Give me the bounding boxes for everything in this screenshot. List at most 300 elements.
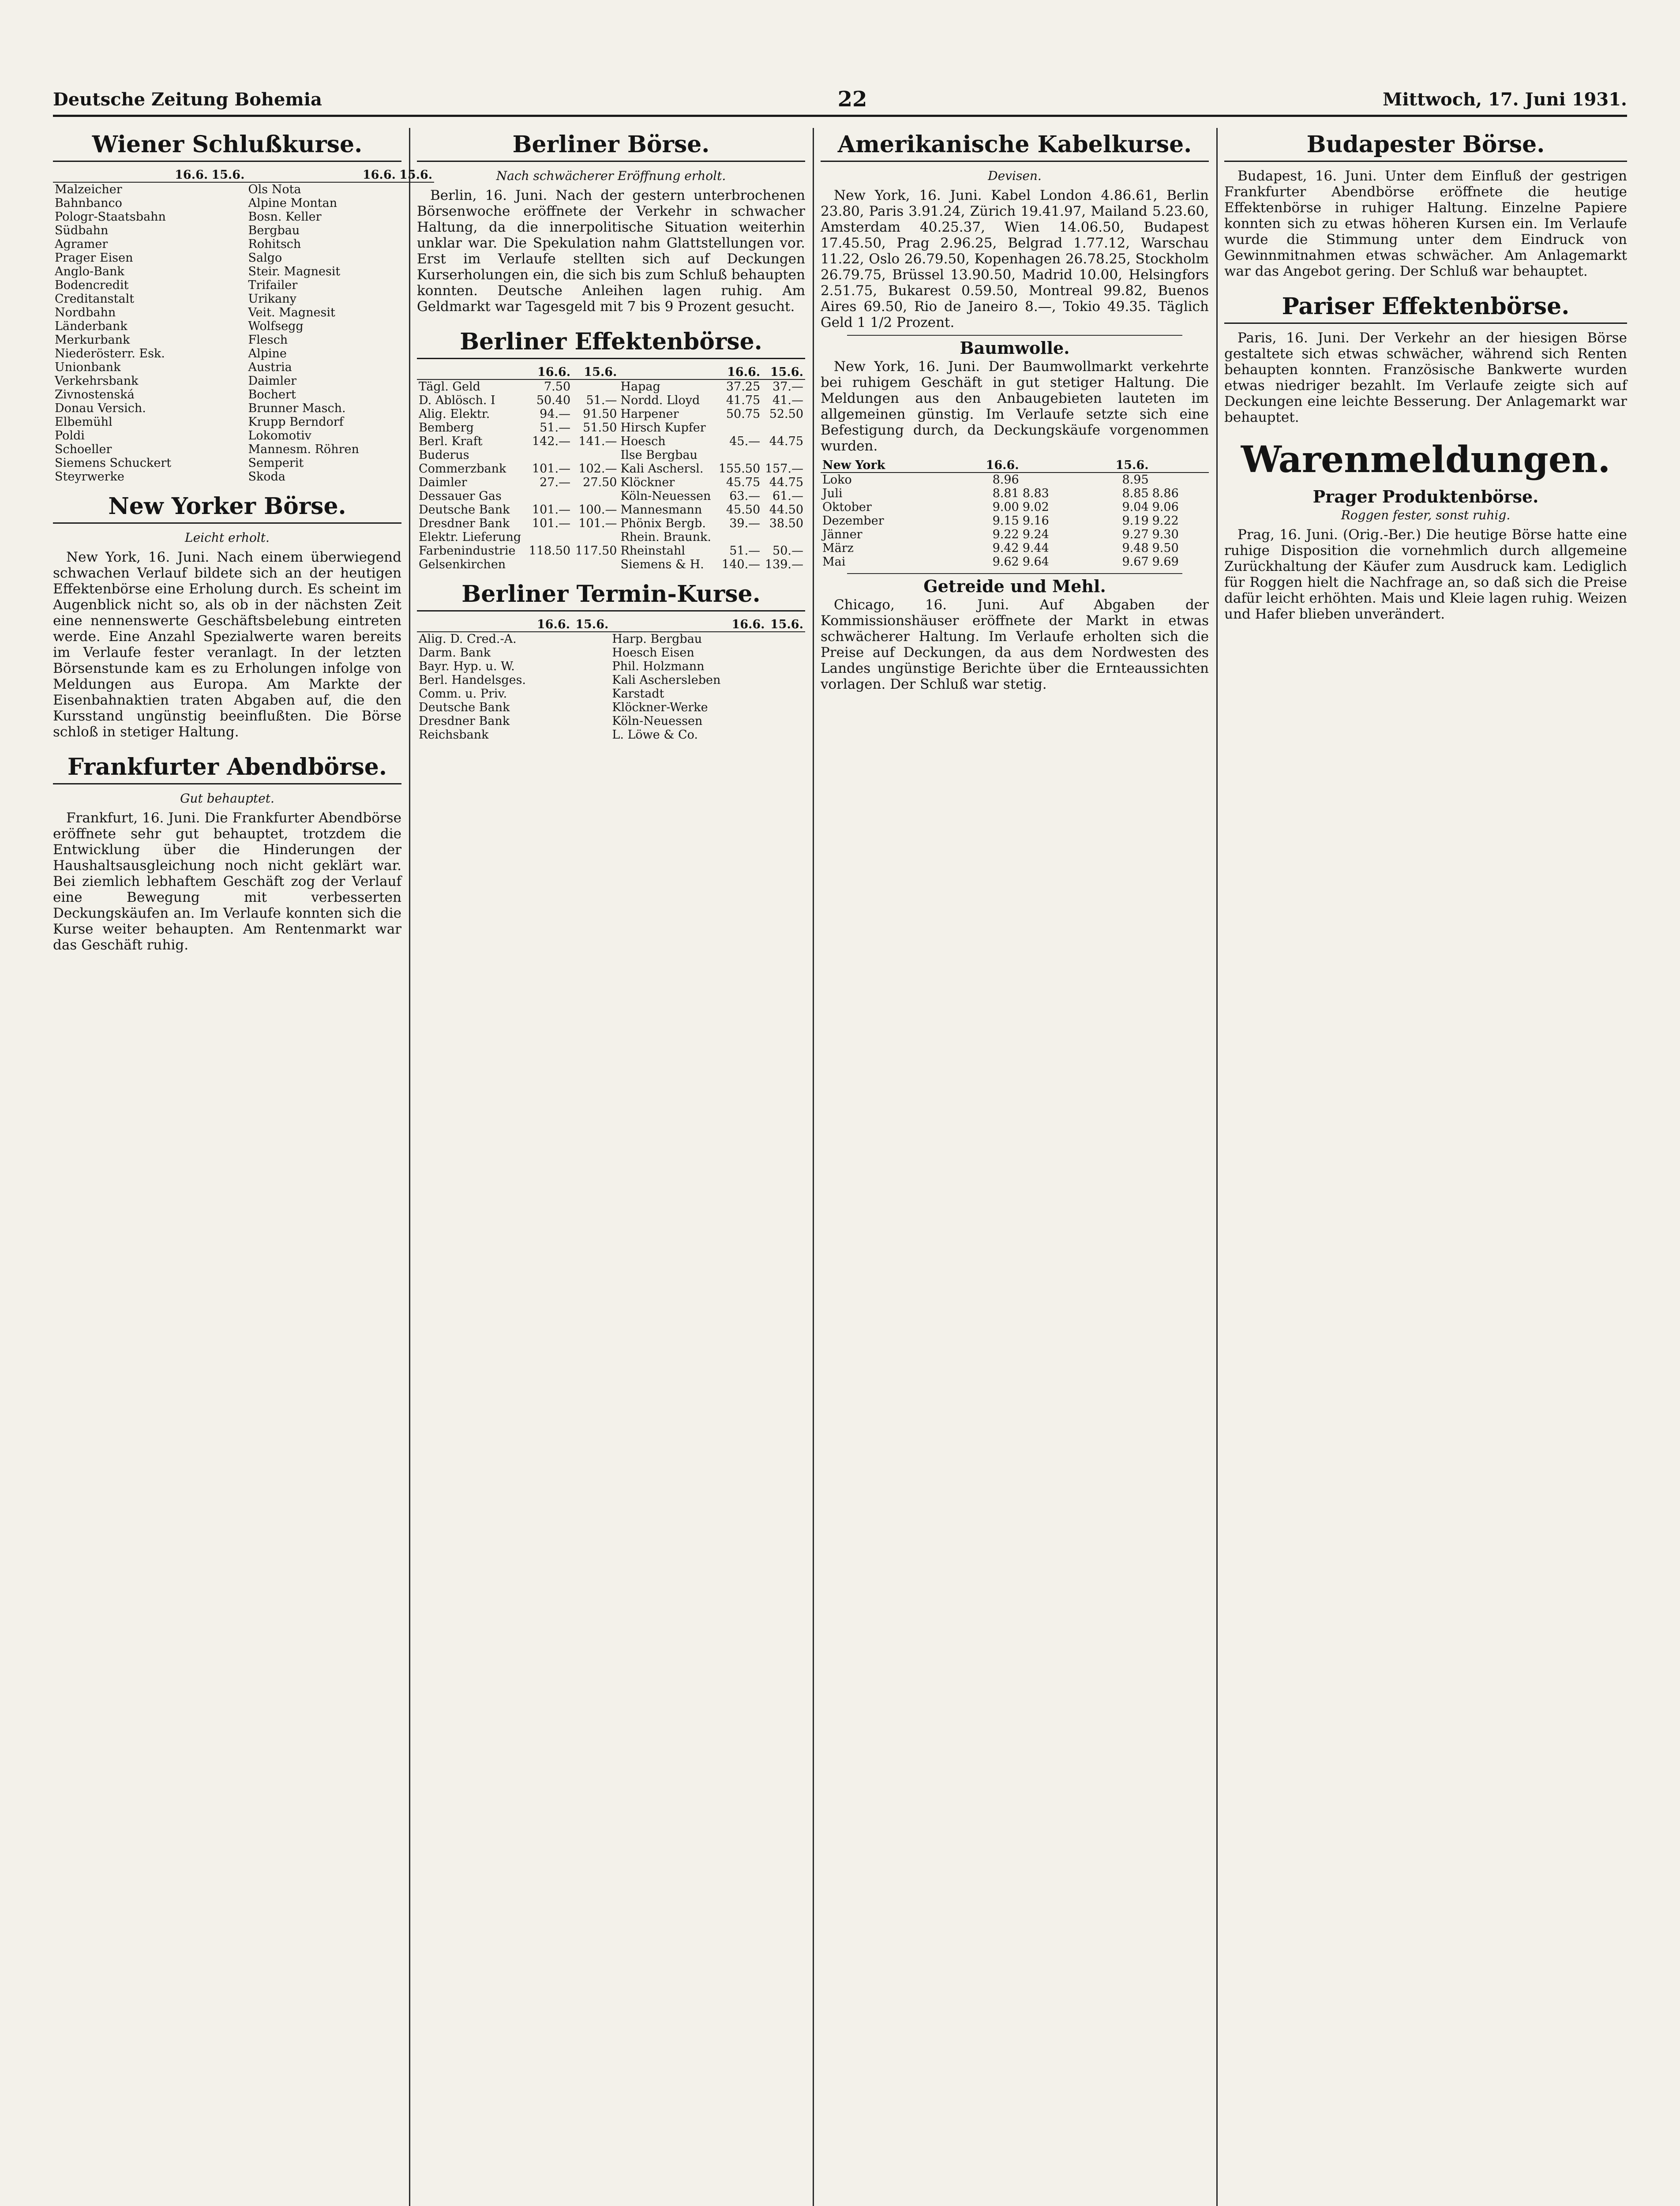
effekten-column-header [417, 365, 526, 379]
table-row [53, 415, 434, 429]
newyork-heading: New Yorker Börse. [53, 493, 401, 524]
table-cell: 45.50 [726, 503, 761, 517]
table-cell: Zivnostenská [55, 388, 135, 401]
table-cell [572, 448, 619, 462]
wien-column-header [246, 168, 360, 182]
table-cell [210, 224, 246, 237]
wien-column-header: 16.6. [361, 168, 398, 182]
table-cell: Bochert [248, 388, 296, 401]
table-cell: 39.— [729, 517, 761, 530]
table-cell: Ols Nota [248, 183, 301, 196]
table-cell: 9.50 [1152, 541, 1179, 555]
table-cell [173, 237, 210, 251]
column-4 [1224, 128, 1627, 2206]
frankfurt-tagline: Gut behauptet. [180, 791, 274, 806]
table-row [821, 500, 1209, 514]
baumwolle-column-header: 15.6. [1079, 458, 1151, 473]
waren-heading: Warenmeldungen. [1241, 439, 1611, 481]
table-cell: 101.— [532, 503, 571, 517]
table-cell: Trifailer [248, 278, 298, 292]
wien-column-header [53, 168, 173, 182]
table-cell: Agramer [55, 237, 108, 251]
table-cell [361, 210, 398, 224]
table-cell: 9.62 [992, 555, 1019, 569]
table-cell: 9.69 [1152, 555, 1179, 569]
table-cell: Hirsch Kupfer [620, 421, 706, 435]
termin-heading: Berliner Termin-Kurse. [417, 581, 805, 612]
table-cell [361, 415, 398, 429]
table-cell [173, 196, 210, 210]
table-cell: Buderus [419, 448, 469, 462]
table-cell: 9.16 [1022, 514, 1049, 528]
waren-tagline: Roggen fester, sonst ruhig. [1341, 508, 1511, 522]
effekten-heading: Berliner Effektenbörse. [417, 329, 805, 359]
table-cell [173, 374, 210, 388]
table-cell: Schoeller [55, 443, 112, 456]
table-cell: Rhein. Braunk. [620, 530, 711, 544]
table-row [417, 448, 805, 462]
table-cell: Mannesm. Röhren [248, 443, 359, 456]
table-cell: Daimler [248, 374, 296, 388]
table-cell: Alpine [248, 347, 287, 360]
table-cell [210, 278, 246, 292]
table-cell [210, 347, 246, 360]
wien-column-header: 15.6. [398, 168, 434, 182]
effekten-column-header: 15.6. [762, 365, 805, 379]
table-cell: 118.50 [529, 544, 571, 558]
table-cell [210, 292, 246, 306]
table-cell [767, 632, 805, 646]
table-row [417, 462, 805, 476]
table-cell: Urikany [248, 292, 296, 306]
getreide-report: Chicago, 16. Juni. Auf Abgaben der Kommissionshäuser eröffnete der Markt in etwas schwächerer Haltung. Im Verlaufe erholten sich die Preise auf Deckungen, da aus dem Nordwesten des Landes ungünstige Berichte über die Ernteaussichten vorlagen. Der Schluß war stetig. [821, 597, 1209, 692]
table-cell: Südbahn [55, 224, 109, 237]
table-cell [361, 333, 398, 347]
table-cell: Juli [822, 487, 843, 500]
table-cell: 94.— [540, 407, 571, 421]
table-cell [173, 278, 210, 292]
table-cell: Dezember [822, 514, 884, 528]
table-row [53, 306, 434, 319]
waren-report: Prag, 16. Juni. (Orig.-Ber.) Die heutige Börse hatte eine ruhige Disposition die vornehmlich durch allgemeine Zurückhaltung der Käufer zum Ausdruck kam. Lediglich für Roggen hielt die Nachfrage an, so daß sich die Preise dafür leicht erhöhten. Mais und Kleie lagen ruhig. Weizen und Hafer blieben unverändert. [1224, 527, 1627, 622]
table-cell: Hoesch [620, 435, 666, 448]
frankfurt-report: Frankfurt, 16. Juni. Die Frankfurter Abendbörse eröffnete sehr gut behauptet, trotzdem die Entwicklung über die Hinderungen der Haushaltsausgleichung noch nicht geklärt war. Bei ziemlich lebhaftem Geschäft zog der Verlauf eine Bewegung mit verbesserten Deckungskäufen an. Im Verlaufe konnten sich die Kurse weiter behaupten. Am Rentenmarkt war das Geschäft ruhig. [53, 810, 401, 953]
table-cell: 63.— [729, 489, 761, 503]
table-cell: 52.50 [769, 407, 803, 421]
berlin-heading: Berliner Börse. [417, 131, 805, 162]
table-cell: 9.15 [992, 514, 1019, 528]
termin-table [417, 618, 805, 742]
table-row [417, 407, 805, 421]
table-cell: 51.— [540, 421, 571, 435]
table-row [53, 388, 434, 401]
termin-column-header: 15.6. [767, 618, 805, 632]
table-cell: 157.— [765, 462, 803, 476]
table-row [417, 558, 805, 571]
table-cell [767, 646, 805, 660]
table-cell: D. Ablösch. I [419, 394, 495, 407]
table-cell [173, 429, 210, 443]
table-cell [361, 237, 398, 251]
table-cell: 91.50 [583, 407, 617, 421]
termin-column-header [610, 618, 728, 632]
table-cell [173, 292, 210, 306]
table-row [53, 443, 434, 456]
table-cell: Alig. D. Cred.-A. [419, 632, 517, 646]
wien-table [53, 168, 434, 484]
termin-column-header: 15.6. [572, 618, 610, 632]
table-cell [767, 728, 805, 742]
table-cell [173, 401, 210, 415]
table-cell: 8.86 [1152, 487, 1179, 500]
table-cell: Harpener [620, 407, 679, 421]
table-cell [173, 415, 210, 429]
table-cell: Brunner Masch. [248, 401, 346, 415]
budapest-report: Budapest, 16. Juni. Unter dem Einfluß der gestrigen Frankfurter Abendbörse eröffnete die heutige Effektenbörse in ruhiger Haltung. Einzelne Papiere konnten sich zu etwas höheren Kursen ein. Im Verlaufe wurde die Stimmung unter dem Eindruck von Gewinnmitnahmen etwas schwächer. Am Anlagemarkt war das Angebot gering. Der Schluß war behauptet. [1224, 168, 1627, 279]
column-rule [1216, 128, 1218, 2206]
table-row [53, 374, 434, 388]
frankfurt-heading: Frankfurter Abendbörse. [53, 754, 401, 784]
table-row [53, 360, 434, 374]
table-cell: 50.— [772, 544, 803, 558]
table-cell: 9.19 [1122, 514, 1149, 528]
table-cell: Merkurbank [55, 333, 130, 347]
table-cell: Hapag [620, 380, 660, 394]
table-row [53, 319, 434, 333]
table-cell [210, 388, 246, 401]
table-cell: Länderbank [55, 319, 128, 333]
table-cell [533, 728, 572, 742]
kabel-tagline: Devisen. [988, 169, 1042, 183]
table-cell: Klöckner-Werke [612, 701, 708, 714]
table-row [53, 347, 434, 360]
table-cell [210, 182, 246, 196]
table-cell [526, 489, 572, 503]
table-cell [210, 265, 246, 278]
column-1 [53, 128, 433, 2206]
table-cell: 37.— [772, 380, 803, 394]
table-cell [361, 374, 398, 388]
table-cell [1151, 473, 1209, 487]
table-cell: 37.25 [726, 380, 761, 394]
table-cell: Bahnbanco [55, 196, 122, 210]
table-cell: Bayr. Hyp. u. W. [419, 660, 515, 673]
table-row [417, 379, 805, 394]
table-cell: 41.75 [726, 394, 761, 407]
baumwolle-report: New York, 16. Juni. Der Baumwollmarkt verkehrte bei ruhigem Geschäft in gut stetiger Haltung. Die Meldungen aus den Anbaugebieten lauteten im allgemeinen günstig. Im Verlaufe setzte sich eine Befestigung durch, da Deckungskäufe vorgenommen wurden. [821, 359, 1209, 454]
table-cell [361, 265, 398, 278]
table-cell [728, 687, 766, 701]
table-cell [361, 306, 398, 319]
table-cell [728, 660, 766, 673]
table-cell [533, 646, 572, 660]
table-cell: Steir. Magnesit [248, 265, 341, 278]
table-cell: Dessauer Gas [419, 489, 502, 503]
table-row [53, 237, 434, 251]
table-cell: 9.02 [1022, 500, 1049, 514]
table-cell: Semperit [248, 456, 304, 470]
table-cell: Bergbau [248, 224, 300, 237]
table-cell: 102.— [578, 462, 617, 476]
baumwolle-column-header [1021, 458, 1079, 473]
table-cell: Oktober [822, 500, 872, 514]
table-cell [173, 182, 210, 196]
table-row [53, 265, 434, 278]
table-cell: Elbemühl [55, 415, 112, 429]
table-cell [361, 278, 398, 292]
table-cell: Jänner [822, 528, 862, 541]
table-cell: Tägl. Geld [419, 380, 480, 394]
table-cell [728, 728, 766, 742]
table-cell [572, 558, 619, 571]
table-cell [210, 429, 246, 443]
table-cell [361, 401, 398, 415]
table-cell: Farbenindustrie [419, 544, 516, 558]
table-cell: März [822, 541, 854, 555]
table-cell [361, 251, 398, 265]
wien-table-header [53, 168, 434, 182]
table-cell [533, 673, 572, 687]
table-cell: Gelsenkirchen [419, 558, 506, 571]
table-cell: Harp. Bergbau [612, 632, 702, 646]
newyork-tagline: Leicht erholt. [185, 530, 270, 545]
paris-heading: Pariser Effektenbörse. [1224, 293, 1627, 324]
table-cell [728, 646, 766, 660]
table-cell [173, 360, 210, 374]
table-cell: 51.— [586, 394, 617, 407]
table-cell [533, 714, 572, 728]
table-cell: 117.50 [575, 544, 617, 558]
table-cell: Elektr. Lieferung [419, 530, 521, 544]
table-cell [173, 443, 210, 456]
termin-column-header: 16.6. [728, 618, 766, 632]
berlin-tagline: Nach schwächerer Eröffnung erholt. [496, 169, 726, 183]
table-cell [361, 388, 398, 401]
kabel-report: New York, 16. Juni. Kabel London 4.86.61, Berlin 23.80, Paris 3.91.24, Zürich 19.41.97, Mailand 5.23.60, Amsterdam 40.25.37, Wien 14.06.50, Budapest 17.45.50, Prag 2.96.25, Belgrad 1.77.12, Warschau 11.22, Oslo 26.79.50, Kopenhagen 26.78.25, Stockholm 26.79.75, Brüssel 13.90.50, Madrid 10.00, Helsingfors 2.51.75, Bukarest 0.59.50, Montreal 99.82, Buenos Aires 69.50, Rio de Janeiro 8.—, Tokio 49.35. Täglich Geld 1 1/2 Prozent. [821, 188, 1209, 330]
table-cell: Siemens & H. [620, 558, 704, 571]
table-cell: Deutsche Bank [419, 701, 510, 714]
table-cell: Loko [822, 473, 852, 487]
table-row [417, 714, 805, 728]
budapest-heading: Budapester Börse. [1224, 131, 1627, 162]
table-row [417, 530, 805, 544]
table-row [417, 503, 805, 517]
table-cell: 27.50 [583, 476, 617, 489]
termin-column-header: 16.6. [533, 618, 572, 632]
table-cell: Mai [822, 555, 846, 569]
table-cell [716, 530, 762, 544]
table-row [417, 544, 805, 558]
table-cell: Dresdner Bank [419, 714, 510, 728]
table-cell: Phönix Bergb. [620, 517, 706, 530]
table-row [417, 489, 805, 503]
table-cell [526, 558, 572, 571]
table-cell: 38.50 [769, 517, 803, 530]
table-cell: 9.24 [1022, 528, 1049, 541]
table-cell: 8.95 [1122, 473, 1149, 487]
table-cell: Reichsbank [419, 728, 489, 742]
effekten-column-header: 16.6. [526, 365, 572, 379]
table-cell [210, 210, 246, 224]
table-cell: Commerzbank [419, 462, 506, 476]
table-row [417, 394, 805, 407]
table-cell: Nordd. Lloyd [620, 394, 700, 407]
table-cell: Klöckner [620, 476, 675, 489]
baumwolle-table-header [821, 458, 1209, 473]
table-cell: Unionbank [55, 360, 121, 374]
running-header [53, 84, 1627, 117]
table-cell [572, 660, 610, 673]
baumwolle-column-header [1151, 458, 1209, 473]
table-cell [728, 632, 766, 646]
table-cell [361, 224, 398, 237]
effekten-table [417, 365, 805, 571]
table-cell [762, 448, 805, 462]
table-cell: 45.— [729, 435, 761, 448]
table-row [821, 528, 1209, 541]
table-cell: 7.50 [544, 380, 571, 394]
table-cell: Austria [248, 360, 292, 374]
column-rule [813, 128, 814, 2206]
table-row [53, 196, 434, 210]
table-row [821, 541, 1209, 555]
termin-column-header [417, 618, 533, 632]
wien-heading: Wiener Schlußkurse. [53, 131, 401, 162]
table-row [417, 660, 805, 673]
table-cell: Karstadt [612, 687, 664, 701]
table-cell [716, 448, 762, 462]
table-cell [572, 687, 610, 701]
table-cell: 140.— [722, 558, 761, 571]
table-cell: Lokomotiv [248, 429, 311, 443]
table-cell: Nordbahn [55, 306, 116, 319]
table-cell: Köln-Neuessen [620, 489, 711, 503]
table-cell [173, 456, 210, 470]
table-cell: Steyrwerke [55, 470, 124, 484]
table-cell: Bosn. Keller [248, 210, 322, 224]
table-cell [762, 530, 805, 544]
table-cell [210, 456, 246, 470]
table-cell: 101.— [578, 517, 617, 530]
table-cell: Rheinstahl [620, 544, 686, 558]
table-cell [572, 646, 610, 660]
table-cell: 9.67 [1122, 555, 1149, 569]
table-cell [767, 673, 805, 687]
table-cell: 51.— [729, 544, 761, 558]
baumwolle-heading: Baumwolle. [960, 338, 1070, 358]
table-cell [173, 388, 210, 401]
page-number: 22 [837, 87, 867, 112]
table-row [417, 728, 805, 742]
table-cell: 9.44 [1022, 541, 1049, 555]
table-row [821, 555, 1209, 569]
table-cell [361, 196, 398, 210]
table-row [53, 470, 434, 484]
table-cell [361, 360, 398, 374]
table-cell [526, 448, 572, 462]
table-cell: Kali Aschersl. [620, 462, 704, 476]
table-cell: Veit. Magnesit [248, 306, 335, 319]
table-cell: Alpine Montan [248, 196, 338, 210]
table-cell [173, 347, 210, 360]
wien-column-header: 16.6. [173, 168, 210, 182]
table-row [417, 421, 805, 435]
table-cell: 155.50 [718, 462, 761, 476]
table-cell: Daimler [419, 476, 467, 489]
table-cell [361, 292, 398, 306]
baumwolle-column-header: New York [821, 458, 949, 473]
table-cell: 50.75 [726, 407, 761, 421]
table-cell [210, 319, 246, 333]
table-cell [728, 714, 766, 728]
table-cell: Verkehrsbank [55, 374, 139, 388]
table-cell: 8.96 [992, 473, 1019, 487]
table-cell [533, 660, 572, 673]
kabel-heading: Amerikanische Kabelkurse. [821, 131, 1209, 162]
table-cell [210, 415, 246, 429]
table-cell: 9.64 [1022, 555, 1049, 569]
table-cell [173, 265, 210, 278]
table-cell [728, 673, 766, 687]
table-cell [767, 714, 805, 728]
table-cell [210, 196, 246, 210]
table-cell: Anglo-Bank [55, 265, 124, 278]
table-cell [210, 237, 246, 251]
table-cell [210, 443, 246, 456]
table-cell [210, 470, 246, 484]
table-cell: 41.— [772, 394, 803, 407]
table-cell [572, 673, 610, 687]
table-cell [533, 701, 572, 714]
table-cell: Rohitsch [248, 237, 301, 251]
effekten-column-header: 16.6. [716, 365, 762, 379]
table-cell [762, 421, 805, 435]
table-cell: 139.— [765, 558, 803, 571]
table-cell: Bodencredit [55, 278, 129, 292]
table-row [821, 473, 1209, 487]
table-cell [361, 470, 398, 484]
table-cell [210, 306, 246, 319]
table-cell [1021, 473, 1079, 487]
effekten-table-header [417, 365, 805, 379]
table-row [53, 251, 434, 265]
table-cell: Niederösterr. Esk. [55, 347, 165, 360]
table-cell: 9.04 [1122, 500, 1149, 514]
table-row [417, 646, 805, 660]
table-row [53, 456, 434, 470]
table-cell: 141.— [578, 435, 617, 448]
table-row [53, 333, 434, 347]
table-cell: 9.48 [1122, 541, 1149, 555]
table-row [417, 701, 805, 714]
table-cell: 9.00 [992, 500, 1019, 514]
table-cell [173, 306, 210, 319]
table-cell: Malzeicher [55, 183, 122, 196]
table-cell [716, 421, 762, 435]
table-cell: Alig. Elektr. [419, 407, 490, 421]
table-cell: 101.— [532, 462, 571, 476]
table-row [821, 514, 1209, 528]
table-row [417, 476, 805, 489]
waren-subheading: Prager Produktenbörse. [1312, 487, 1539, 506]
table-cell [361, 456, 398, 470]
issue-date: Mittwoch, 17. Juni 1931. [1383, 89, 1627, 110]
table-cell [210, 360, 246, 374]
table-cell [572, 530, 619, 544]
table-cell [210, 333, 246, 347]
table-cell [361, 347, 398, 360]
table-cell: 44.50 [769, 503, 803, 517]
